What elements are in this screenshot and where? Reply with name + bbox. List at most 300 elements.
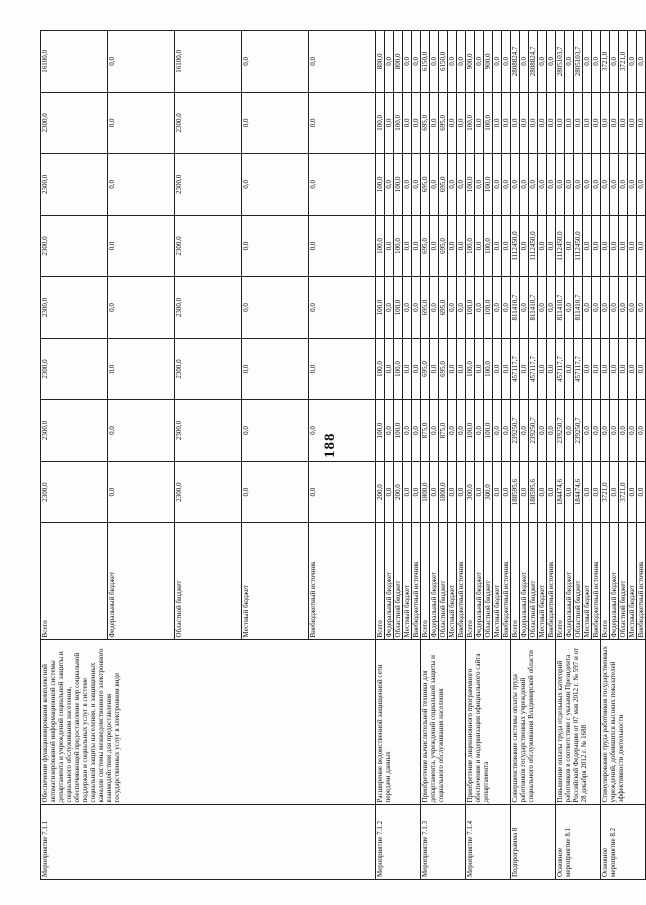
amount-cell: 0,0 — [448, 338, 457, 400]
amount-cell: 0,0 — [637, 400, 646, 462]
amount-cell: 0,0 — [242, 400, 309, 462]
amount-cell: 457117,7 — [574, 338, 583, 400]
amount-cell: 0,0 — [502, 338, 511, 400]
amount-cell: 800,0 — [376, 31, 385, 93]
amount-cell: 0,0 — [529, 92, 538, 154]
funding-source: Федеральный бюджет — [565, 523, 574, 640]
amount-cell: 0,0 — [637, 92, 646, 154]
amount-cell: 0,0 — [430, 154, 439, 216]
amount-cell: 100,0 — [376, 338, 385, 400]
amount-cell: 2300,0 — [41, 154, 108, 216]
amount-cell: 100,0 — [466, 400, 475, 462]
amount-cell: 0,0 — [520, 277, 529, 339]
amount-cell: 0,0 — [493, 92, 502, 154]
amount-cell: 0,0 — [242, 461, 309, 523]
amount-cell: 100,0 — [484, 92, 493, 154]
amount-cell: 0,0 — [457, 461, 466, 523]
funding-source: Местный бюджет — [628, 523, 637, 640]
amount-cell: 0,0 — [412, 461, 421, 523]
amount-cell: 0,0 — [493, 338, 502, 400]
amount-cell: 2300,0 — [175, 461, 242, 523]
amount-cell: 0,0 — [242, 277, 309, 339]
amount-cell: 2805103,7 — [574, 31, 583, 93]
amount-cell: 100,0 — [484, 154, 493, 216]
amount-cell: 0,0 — [430, 215, 439, 277]
amount-cell: 811410,7 — [574, 277, 583, 339]
amount-cell: 0,0 — [309, 277, 376, 339]
amount-cell: 2300,0 — [175, 92, 242, 154]
amount-cell: 0,0 — [610, 338, 619, 400]
amount-cell: 2805103,7 — [556, 31, 565, 93]
amount-cell: 0,0 — [493, 154, 502, 216]
amount-cell: 100,0 — [376, 277, 385, 339]
program-code: Мероприятие 7.1.3 — [421, 805, 466, 880]
amount-cell: 100,0 — [484, 400, 493, 462]
amount-cell: 0,0 — [403, 31, 412, 93]
program-title: Стимулирование труда работников государственных учреждений, добившихся высоких показателей эффективности деятельности — [601, 640, 646, 805]
amount-cell: 239250,7 — [574, 400, 583, 462]
amount-cell: 0,0 — [502, 215, 511, 277]
amount-cell: 0,0 — [457, 277, 466, 339]
budget-table — [40, 30, 646, 880]
amount-cell: 1800,0 — [421, 461, 430, 523]
amount-cell: 0,0 — [583, 215, 592, 277]
amount-cell: 2300,0 — [41, 277, 108, 339]
funding-source: Всего — [511, 523, 520, 640]
amount-cell: 0,0 — [403, 338, 412, 400]
table-row — [41, 31, 108, 880]
amount-cell: 0,0 — [592, 31, 601, 93]
table-row — [466, 31, 475, 880]
amount-cell: 0,0 — [493, 461, 502, 523]
amount-cell: 0,0 — [502, 400, 511, 462]
amount-cell: 0,0 — [502, 461, 511, 523]
amount-cell: 0,0 — [619, 338, 628, 400]
amount-cell: 0,0 — [619, 215, 628, 277]
amount-cell: 0,0 — [502, 92, 511, 154]
amount-cell: 2300,0 — [175, 277, 242, 339]
amount-cell: 0,0 — [412, 338, 421, 400]
program-title: Расширение ведомственной защищенной сети передачи данных — [376, 640, 421, 805]
amount-cell: 457117,7 — [556, 338, 565, 400]
funding-source: Местный бюджет — [493, 523, 502, 640]
table-row — [556, 31, 565, 880]
amount-cell: 0,0 — [592, 215, 601, 277]
amount-cell: 0,0 — [592, 277, 601, 339]
amount-cell: 0,0 — [520, 400, 529, 462]
amount-cell: 0,0 — [502, 154, 511, 216]
amount-cell: 0,0 — [242, 92, 309, 154]
amount-cell: 695,0 — [439, 92, 448, 154]
amount-cell: 0,0 — [628, 277, 637, 339]
amount-cell: 0,0 — [601, 215, 610, 277]
funding-source: Внебюджетный источник — [592, 523, 601, 640]
amount-cell: 0,0 — [385, 31, 394, 93]
amount-cell: 0,0 — [309, 338, 376, 400]
amount-cell: 0,0 — [583, 154, 592, 216]
amount-cell: 695,0 — [421, 92, 430, 154]
program-code: Подпрограмма 8 — [511, 805, 556, 880]
amount-cell: 2300,0 — [41, 461, 108, 523]
amount-cell: 0,0 — [619, 277, 628, 339]
amount-cell: 0,0 — [592, 400, 601, 462]
amount-cell: 300,0 — [466, 461, 475, 523]
amount-cell: 0,0 — [610, 92, 619, 154]
amount-cell: 0,0 — [475, 338, 484, 400]
amount-cell: 0,0 — [309, 154, 376, 216]
amount-cell: 0,0 — [108, 277, 175, 339]
amount-cell: 100,0 — [394, 92, 403, 154]
table-row — [601, 31, 610, 880]
program-code: Основное мероприятие 8.1 — [556, 805, 601, 880]
amount-cell: 0,0 — [448, 154, 457, 216]
amount-cell: 0,0 — [583, 31, 592, 93]
amount-cell: 0,0 — [309, 92, 376, 154]
amount-cell: 0,0 — [475, 154, 484, 216]
funding-source: Областной бюджет — [394, 523, 403, 640]
amount-cell: 0,0 — [502, 277, 511, 339]
funding-source: Внебюджетный источник — [309, 523, 376, 640]
amount-cell: 0,0 — [610, 215, 619, 277]
funding-source: Местный бюджет — [242, 523, 309, 640]
amount-cell: 0,0 — [601, 277, 610, 339]
amount-cell: 0,0 — [565, 215, 574, 277]
amount-cell: 0,0 — [403, 461, 412, 523]
amount-cell: 0,0 — [592, 154, 601, 216]
amount-cell: 0,0 — [610, 461, 619, 523]
amount-cell: 457117,7 — [529, 338, 538, 400]
funding-source: Всего — [466, 523, 475, 640]
amount-cell: 695,0 — [439, 338, 448, 400]
amount-cell: 0,0 — [538, 461, 547, 523]
funding-source: Внебюджетный источник — [502, 523, 511, 640]
amount-cell: 0,0 — [538, 277, 547, 339]
table-row — [511, 31, 520, 880]
amount-cell: 0,0 — [565, 154, 574, 216]
amount-cell: 0,0 — [309, 31, 376, 93]
funding-source: Всего — [376, 523, 385, 640]
amount-cell: 0,0 — [601, 154, 610, 216]
amount-cell: 0,0 — [457, 338, 466, 400]
amount-cell: 0,0 — [448, 31, 457, 93]
program-title: Приобретение лицензионного программного обеспечения и модернизация официального сайта департамента — [466, 640, 511, 805]
amount-cell: 0,0 — [430, 92, 439, 154]
amount-cell: 0,0 — [520, 215, 529, 277]
amount-cell: 0,0 — [385, 338, 394, 400]
amount-cell: 2808824,7 — [511, 31, 520, 93]
amount-cell: 0,0 — [628, 400, 637, 462]
amount-cell: 0,0 — [520, 154, 529, 216]
amount-cell: 2808824,7 — [529, 31, 538, 93]
funding-source: Федеральный бюджет — [520, 523, 529, 640]
amount-cell: 0,0 — [520, 92, 529, 154]
amount-cell: 0,0 — [520, 338, 529, 400]
amount-cell: 0,0 — [493, 215, 502, 277]
amount-cell: 0,0 — [242, 31, 309, 93]
amount-cell: 0,0 — [601, 400, 610, 462]
amount-cell: 3721,0 — [619, 31, 628, 93]
amount-cell: 2300,0 — [41, 338, 108, 400]
amount-cell: 0,0 — [583, 400, 592, 462]
amount-cell: 0,0 — [430, 338, 439, 400]
funding-source: Всего — [421, 523, 430, 640]
amount-cell: 0,0 — [565, 92, 574, 154]
amount-cell: 0,0 — [108, 31, 175, 93]
amount-cell: 0,0 — [242, 215, 309, 277]
amount-cell: 0,0 — [475, 215, 484, 277]
amount-cell: 0,0 — [457, 154, 466, 216]
amount-cell: 100,0 — [376, 92, 385, 154]
amount-cell: 239250,7 — [511, 400, 520, 462]
amount-cell: 0,0 — [637, 461, 646, 523]
amount-cell: 0,0 — [574, 92, 583, 154]
amount-cell: 16100,0 — [41, 31, 108, 93]
amount-cell: 2300,0 — [175, 154, 242, 216]
funding-source: Федеральный бюджет — [430, 523, 439, 640]
amount-cell: 0,0 — [628, 215, 637, 277]
amount-cell: 0,0 — [511, 92, 520, 154]
amount-cell: 0,0 — [520, 461, 529, 523]
amount-cell: 0,0 — [628, 338, 637, 400]
amount-cell: 0,0 — [309, 400, 376, 462]
funding-source: Федеральный бюджет — [610, 523, 619, 640]
amount-cell: 184474,6 — [574, 461, 583, 523]
amount-cell: 0,0 — [108, 215, 175, 277]
amount-cell: 695,0 — [421, 338, 430, 400]
amount-cell: 0,0 — [385, 154, 394, 216]
amount-cell: 900,0 — [466, 31, 475, 93]
amount-cell: 0,0 — [583, 338, 592, 400]
funding-source: Внебюджетный источник — [637, 523, 646, 640]
amount-cell: 0,0 — [583, 92, 592, 154]
amount-cell: 695,0 — [439, 154, 448, 216]
program-code: Мероприятие 7.1.2 — [376, 805, 421, 880]
amount-cell: 0,0 — [565, 31, 574, 93]
amount-cell: 0,0 — [637, 154, 646, 216]
amount-cell: 0,0 — [403, 400, 412, 462]
program-code: Мероприятие 7.1.1 — [41, 805, 376, 880]
amount-cell: 0,0 — [108, 92, 175, 154]
amount-cell: 0,0 — [628, 31, 637, 93]
amount-cell: 695,0 — [439, 277, 448, 339]
program-title: Обеспечение функционирования комплексной автоматизированной информационной системы департамента и учреждений социальной защиты и социального обслуживания населения, обеспечивающей предоставление мер социальной поддержки и социальных услуг в системе социальной защиты населения, и защищенных каналов системы межведомственного электронного взаимодействия для предоставления государственных услуг в электронном виде — [41, 640, 376, 805]
amount-cell: 0,0 — [403, 92, 412, 154]
amount-cell: 0,0 — [309, 215, 376, 277]
amount-cell: 0,0 — [619, 92, 628, 154]
table-body — [41, 31, 646, 880]
rotated-table-container — [40, 30, 645, 880]
amount-cell: 100,0 — [394, 277, 403, 339]
amount-cell: 0,0 — [502, 31, 511, 93]
table-row — [421, 31, 430, 880]
amount-cell: 875,0 — [439, 400, 448, 462]
amount-cell: 2300,0 — [41, 400, 108, 462]
amount-cell: 0,0 — [637, 31, 646, 93]
amount-cell: 695,0 — [439, 215, 448, 277]
amount-cell: 0,0 — [592, 92, 601, 154]
amount-cell: 0,0 — [538, 400, 547, 462]
amount-cell: 100,0 — [466, 215, 475, 277]
amount-cell: 0,0 — [610, 400, 619, 462]
amount-cell: 100,0 — [394, 400, 403, 462]
amount-cell: 0,0 — [108, 461, 175, 523]
amount-cell: 0,0 — [538, 338, 547, 400]
amount-cell: 100,0 — [484, 277, 493, 339]
amount-cell: 0,0 — [457, 215, 466, 277]
amount-cell: 900,0 — [484, 31, 493, 93]
amount-cell: 184474,6 — [556, 461, 565, 523]
amount-cell: 0,0 — [574, 154, 583, 216]
amount-cell: 0,0 — [242, 154, 309, 216]
program-code: Основное мероприятие 8.2 — [601, 805, 646, 880]
amount-cell: 1112450,0 — [556, 215, 565, 277]
amount-cell: 0,0 — [108, 400, 175, 462]
amount-cell: 0,0 — [547, 31, 556, 93]
funding-source: Федеральный бюджет — [108, 523, 175, 640]
amount-cell: 0,0 — [385, 461, 394, 523]
amount-cell: 0,0 — [430, 400, 439, 462]
amount-cell: 6150,0 — [439, 31, 448, 93]
funding-source: Местный бюджет — [583, 523, 592, 640]
amount-cell: 2300,0 — [175, 215, 242, 277]
amount-cell: 695,0 — [421, 154, 430, 216]
program-title: Повышение оплаты труда отдельных категорий работников в соответствии с указами Президента Российской Федерации от 07 мая 2012 г. № 597 и от 28 декабря 2012 г. № 1688 — [556, 640, 601, 805]
amount-cell: 0,0 — [637, 277, 646, 339]
amount-cell: 811410,7 — [511, 277, 520, 339]
funding-source: Областной бюджет — [619, 523, 628, 640]
amount-cell: 3721,0 — [601, 31, 610, 93]
amount-cell: 0,0 — [619, 400, 628, 462]
amount-cell: 0,0 — [529, 154, 538, 216]
amount-cell: 0,0 — [628, 154, 637, 216]
amount-cell: 0,0 — [556, 92, 565, 154]
funding-source: Областной бюджет — [439, 523, 448, 640]
amount-cell: 0,0 — [556, 154, 565, 216]
amount-cell: 0,0 — [412, 215, 421, 277]
amount-cell: 2300,0 — [175, 400, 242, 462]
amount-cell: 0,0 — [403, 154, 412, 216]
amount-cell: 0,0 — [610, 277, 619, 339]
amount-cell: 0,0 — [547, 400, 556, 462]
amount-cell: 0,0 — [108, 154, 175, 216]
table-row — [376, 31, 385, 880]
amount-cell: 0,0 — [412, 400, 421, 462]
amount-cell: 200,0 — [394, 461, 403, 523]
amount-cell: 457117,7 — [511, 338, 520, 400]
amount-cell: 0,0 — [538, 31, 547, 93]
amount-cell: 0,0 — [457, 92, 466, 154]
amount-cell: 0,0 — [493, 277, 502, 339]
amount-cell: 0,0 — [637, 338, 646, 400]
amount-cell: 100,0 — [376, 215, 385, 277]
amount-cell: 1800,0 — [439, 461, 448, 523]
amount-cell: 0,0 — [448, 461, 457, 523]
amount-cell: 0,0 — [493, 31, 502, 93]
amount-cell: 16100,0 — [175, 31, 242, 93]
amount-cell: 188595,6 — [529, 461, 538, 523]
amount-cell: 0,0 — [108, 338, 175, 400]
amount-cell: 0,0 — [448, 215, 457, 277]
amount-cell: 0,0 — [538, 215, 547, 277]
amount-cell: 0,0 — [448, 92, 457, 154]
amount-cell: 0,0 — [412, 31, 421, 93]
amount-cell: 0,0 — [538, 92, 547, 154]
amount-cell: 0,0 — [565, 461, 574, 523]
funding-source: Федеральный бюджет — [475, 523, 484, 640]
amount-cell: 0,0 — [475, 31, 484, 93]
amount-cell: 100,0 — [466, 338, 475, 400]
amount-cell: 239250,7 — [556, 400, 565, 462]
amount-cell: 0,0 — [547, 154, 556, 216]
page-number: 188 — [322, 432, 338, 458]
amount-cell: 0,0 — [637, 215, 646, 277]
amount-cell: 0,0 — [565, 338, 574, 400]
amount-cell: 0,0 — [309, 461, 376, 523]
amount-cell: 300,0 — [484, 461, 493, 523]
amount-cell: 0,0 — [511, 154, 520, 216]
funding-source: Всего — [556, 523, 565, 640]
amount-cell: 0,0 — [610, 31, 619, 93]
program-code: Мероприятие 7.1.4 — [466, 805, 511, 880]
amount-cell: 0,0 — [592, 338, 601, 400]
amount-cell: 3721,0 — [619, 461, 628, 523]
amount-cell: 1112450,0 — [574, 215, 583, 277]
amount-cell: 0,0 — [547, 338, 556, 400]
amount-cell: 0,0 — [493, 400, 502, 462]
amount-cell: 0,0 — [583, 277, 592, 339]
amount-cell: 0,0 — [448, 400, 457, 462]
amount-cell: 0,0 — [547, 215, 556, 277]
amount-cell: 0,0 — [628, 461, 637, 523]
funding-source: Местный бюджет — [448, 523, 457, 640]
amount-cell: 0,0 — [385, 92, 394, 154]
amount-cell: 0,0 — [430, 461, 439, 523]
amount-cell: 0,0 — [412, 92, 421, 154]
amount-cell: 100,0 — [376, 154, 385, 216]
amount-cell: 3721,0 — [601, 461, 610, 523]
amount-cell: 100,0 — [394, 154, 403, 216]
amount-cell: 0,0 — [448, 277, 457, 339]
amount-cell: 800,0 — [394, 31, 403, 93]
funding-source: Всего — [41, 523, 108, 640]
amount-cell: 2300,0 — [175, 338, 242, 400]
amount-cell: 875,0 — [421, 400, 430, 462]
amount-cell: 0,0 — [520, 31, 529, 93]
funding-source: Внебюджетный источник — [457, 523, 466, 640]
funding-source: Областной бюджет — [484, 523, 493, 640]
amount-cell: 0,0 — [565, 400, 574, 462]
amount-cell: 0,0 — [385, 215, 394, 277]
amount-cell: 0,0 — [547, 461, 556, 523]
amount-cell: 0,0 — [547, 277, 556, 339]
funding-source: Областной бюджет — [175, 523, 242, 640]
funding-source: Местный бюджет — [403, 523, 412, 640]
amount-cell: 0,0 — [628, 92, 637, 154]
amount-cell: 100,0 — [466, 92, 475, 154]
amount-cell: 0,0 — [403, 215, 412, 277]
amount-cell: 0,0 — [430, 277, 439, 339]
amount-cell: 0,0 — [565, 277, 574, 339]
amount-cell: 200,0 — [376, 461, 385, 523]
amount-cell: 0,0 — [547, 92, 556, 154]
amount-cell: 100,0 — [466, 154, 475, 216]
amount-cell: 0,0 — [610, 154, 619, 216]
amount-cell: 2300,0 — [41, 92, 108, 154]
funding-source: Областной бюджет — [574, 523, 583, 640]
amount-cell: 188595,6 — [511, 461, 520, 523]
amount-cell: 0,0 — [412, 277, 421, 339]
amount-cell: 0,0 — [457, 400, 466, 462]
